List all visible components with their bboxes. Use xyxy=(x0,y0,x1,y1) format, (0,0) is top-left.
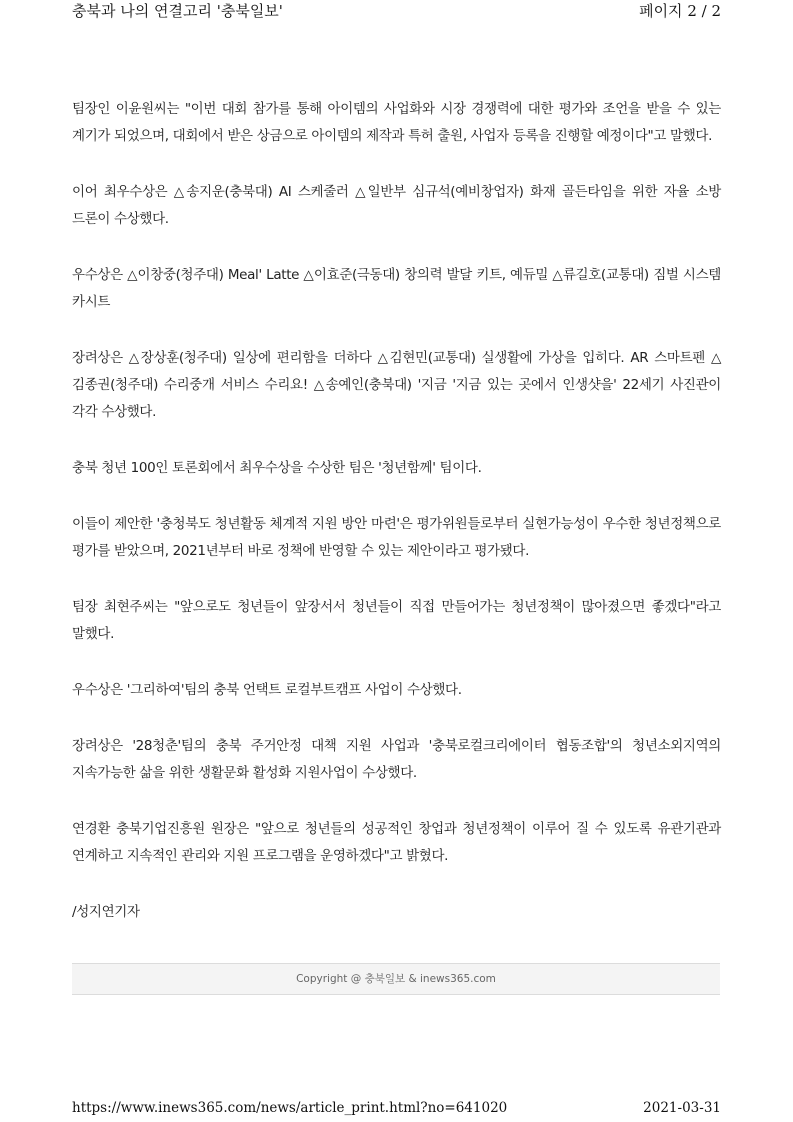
article-paragraph: 우수상은 △이창중(청주대) Meal' Latte △이효준(극동대) 창의력 발달 키트, 예듀밀 △류길호(교통대) 짐벌 시스템 카시트 xyxy=(72,267,721,310)
copyright-bar: Copyright @ 충북일보 & inews365.com xyxy=(72,963,720,995)
article-paragraph: 우수상은 '그리하여'팀의 충북 언택트 로컬부트캠프 사업이 수상했다. xyxy=(72,682,462,698)
article-paragraph: 팀장인 이윤원씨는 "이번 대회 참가를 통해 아이템의 사업화와 시장 경쟁력에 대한 평가와 조언을 받을 수 있는 계기가 되었으며, 대회에서 받은 상금으로 아이템의 제작과 특허 출원, 사업자 등록을 진행할 예정이다"고 말했다. xyxy=(72,101,721,144)
print-header xyxy=(72,0,721,24)
document-title: 충북과 나의 연결고리 '충북일보' xyxy=(72,2,283,20)
article-paragraph: 팀장 최현주씨는 "앞으로도 청년들이 앞장서서 청년들이 직접 만들어가는 청년정책이 많아졌으면 좋겠다"라고 말했다. xyxy=(72,599,721,642)
print-footer xyxy=(72,1100,721,1120)
article-paragraph: 장려상은 '28청춘'팀의 충북 주거안정 대책 지원 사업과 '충북로컬크리에이터 협동조합'의 청년소외지역의 지속가능한 삶을 위한 생활문화 활성화 지원사업이 수상했다. xyxy=(72,738,721,781)
reporter-byline: /성지연기자 xyxy=(72,904,140,920)
article-paragraph: 이들이 제안한 '충청북도 청년활동 체계적 지원 방안 마련'은 평가위원들로부터 실현가능성이 우수한 청년정책으로 평가를 받았으며, 2021년부터 바로 정책에 반영할 수 있는 제안이라고 평가됐다. xyxy=(72,516,721,559)
page-number: 페이지 2 / 2 xyxy=(639,2,721,20)
page-url: https://www.inews365.com/news/article_print.html?no=641020 xyxy=(72,1100,508,1116)
article-paragraph: 연경환 충북기업진흥원 원장은 "앞으로 청년들의 성공적인 창업과 청년정책이 이루어 질 수 있도록 유관기관과 연계하고 지속적인 관리와 지원 프로그램을 운영하겠다"고 밝혔다. xyxy=(72,821,721,864)
article-body xyxy=(72,96,721,955)
article-paragraph: 충북 청년 100인 토론회에서 최우수상을 수상한 팀은 '청년함께' 팀이다. xyxy=(72,460,482,476)
print-date: 2021-03-31 xyxy=(643,1100,721,1116)
article-paragraph: 장려상은 △장상훈(청주대) 일상에 편리함을 더하다 △김현민(교통대) 실생활에 가상을 입히다. AR 스마트펜 △김종권(청주대) 수리중개 서비스 수리요! △송예인(충북대) '지금 '지금 있는 곳에서 인생샷을' 22세기 사진관이 각각 수상했다. xyxy=(72,350,721,420)
article-paragraph: 이어 최우수상은 △송지운(충북대) AI 스케줄러 △일반부 심규석(예비창업자) 화재 골든타임을 위한 자율 소방 드론이 수상했다. xyxy=(72,184,721,227)
